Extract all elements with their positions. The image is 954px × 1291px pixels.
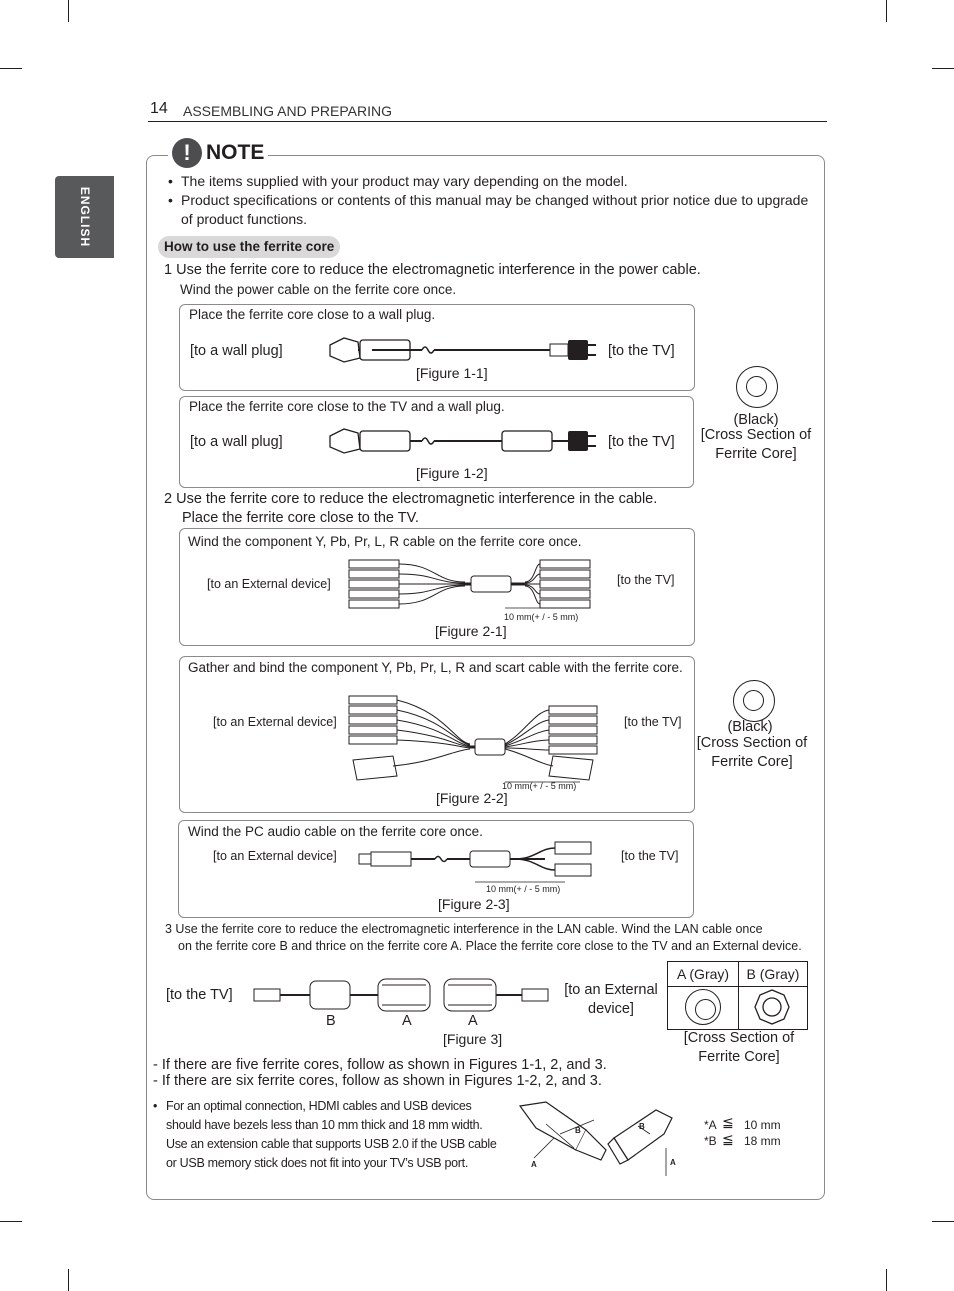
note-heading	[168, 133, 268, 173]
crop-mark	[0, 1221, 22, 1222]
cross1-line2: Ferrite Core]	[715, 446, 797, 462]
note-bullet-dot: •	[168, 192, 173, 208]
summary-line-1: - If there are five ferrite cores, follow as shown in Figures 1-1, 2, and 3.	[153, 1057, 607, 1073]
cross1-color: (Black)	[733, 412, 779, 428]
note-bullet-1: The items supplied with your product may vary depending on the model.	[181, 173, 628, 189]
table-header-a: A (Gray)	[676, 966, 730, 982]
note-bullet-2-cont: of product functions.	[181, 211, 308, 227]
fig2-3-label: [Figure 2-3]	[438, 896, 510, 912]
cross2-line2: Ferrite Core]	[711, 754, 793, 770]
step3-line2: on the ferrite core B and thrice on the ferrite core A. Place the ferrite core close to the TV and an External device.	[178, 939, 802, 953]
hdmi-line-2: should have bezels less than 10 mm thick and 18 mm width.	[166, 1118, 483, 1132]
spec-a-symbol: ≦	[722, 1114, 734, 1130]
hdmi-line-1: For an optimal connection, HDMI cables and USB devices	[166, 1099, 472, 1113]
fig2-1-dimension: 10 mm(+ / - 5 mm)	[504, 612, 579, 622]
summary-line-2: - If there are six ferrite cores, follow as shown in Figures 1-2, 2, and 3.	[153, 1073, 602, 1089]
fig2-2-caption: Gather and bind the component Y, Pb, Pr, L, R and scart cable with the ferrite core.	[188, 660, 683, 675]
fig1-1-caption: Place the ferrite core close to a wall plug.	[189, 307, 436, 322]
spec-a-value: 10 mm	[744, 1118, 781, 1132]
cross2-line1: [Cross Section of	[696, 735, 808, 751]
cross3-line2: Ferrite Core]	[698, 1049, 780, 1065]
page-number: 14	[150, 100, 168, 117]
crop-mark	[932, 1221, 954, 1222]
fig1-2-label: [Figure 1-2]	[416, 465, 488, 481]
fig1-1-right: [to the TV]	[608, 343, 675, 359]
ferrite-cross-section-icon	[736, 366, 778, 408]
step2-text: 2 Use the ferrite core to reduce the electromagnetic interference in the cable.	[164, 491, 658, 507]
fig2-1-left: [to an External device]	[207, 577, 331, 591]
hdmi-usb-connector-illustration	[516, 1098, 691, 1178]
hdmi-line-4: or USB memory stick does not fit into your TV’s USB port.	[166, 1156, 468, 1170]
fig3-right-1: [to an External	[564, 982, 658, 998]
exclamation-icon: !	[172, 138, 202, 168]
lan-cable-illustration	[248, 975, 558, 1015]
fig2-2-left: [to an External device]	[213, 715, 337, 729]
note-title: NOTE	[206, 141, 265, 164]
fig2-1-label: [Figure 2-1]	[435, 623, 507, 639]
section-title: ASSEMBLING AND PREPARING	[183, 103, 393, 119]
fig2-3-dimension: 10 mm(+ / - 5 mm)	[486, 884, 561, 894]
fig2-3-caption: Wind the PC audio cable on the ferrite core once.	[188, 824, 483, 839]
step2-sub: Place the ferrite core close to the TV.	[182, 510, 419, 526]
note-bullet-2: Product specifications or contents of this manual may be changed without prior notice due to upgrade	[181, 192, 809, 208]
crop-mark	[886, 0, 887, 22]
crop-mark	[932, 68, 954, 69]
spec-a-key: *A	[704, 1118, 717, 1132]
ferrite-section-title: How to use the ferrite core	[158, 236, 340, 258]
cross2-color: (Black)	[727, 719, 773, 735]
header-rule	[148, 121, 827, 122]
power-cable-illustration	[322, 330, 602, 370]
fig2-2-label: [Figure 2-2]	[436, 790, 508, 806]
table-rule	[738, 962, 739, 1029]
fig1-1-label: [Figure 1-1]	[416, 365, 488, 381]
fig2-3-left: [to an External device]	[213, 849, 337, 863]
crop-mark	[886, 1269, 887, 1291]
pc-audio-cable-illustration	[355, 838, 605, 888]
hdmi-label-a: A	[531, 1160, 537, 1169]
spec-b-key: *B	[704, 1134, 717, 1148]
fig2-2-right: [to the TV]	[624, 715, 682, 729]
fig3-right-2: device]	[588, 1001, 634, 1017]
step1-text: 1 Use the ferrite core to reduce the electromagnetic interference in the power cable.	[164, 262, 701, 278]
hdmi-bullet-dot: •	[153, 1099, 158, 1113]
fig3-label-b: B	[326, 1013, 336, 1029]
power-cable-two-cores-illustration	[322, 421, 602, 461]
fig1-2-right: [to the TV]	[608, 434, 675, 450]
crop-mark	[68, 1269, 69, 1291]
fig2-2-dimension: 10 mm(+ / - 5 mm)	[502, 781, 577, 791]
language-tab	[55, 176, 114, 258]
fig2-1-right: [to the TV]	[617, 573, 675, 587]
fig3-label-a2: A	[468, 1013, 478, 1029]
fig3-label-a1: A	[402, 1013, 412, 1029]
ferrite-a-cross-section-icon	[685, 989, 721, 1025]
table-header-b: B (Gray)	[746, 966, 800, 982]
ferrite-gray-table	[667, 961, 808, 1030]
usb-label-b: B	[639, 1122, 645, 1131]
crop-mark	[0, 68, 22, 69]
language-tab-label: ENGLISH	[77, 186, 92, 248]
fig1-2-left: [to a wall plug]	[190, 434, 283, 450]
component-scart-cable-illustration	[345, 692, 605, 787]
cross1-line1: [Cross Section of	[700, 427, 812, 443]
fig3-left: [to the TV]	[166, 987, 233, 1003]
hdmi-label-b: B	[575, 1126, 581, 1135]
component-cable-illustration	[345, 556, 605, 616]
spec-b-value: 18 mm	[744, 1134, 781, 1148]
fig2-3-right: [to the TV]	[621, 849, 679, 863]
fig1-1-left: [to a wall plug]	[190, 343, 283, 359]
fig2-1-caption: Wind the component Y, Pb, Pr, L, R cable on the ferrite core once.	[188, 534, 582, 549]
spec-b-symbol: ≦	[722, 1131, 734, 1147]
fig3-label: [Figure 3]	[443, 1031, 503, 1047]
hdmi-line-3: Use an extension cable that supports USB 2.0 if the USB cable	[166, 1137, 497, 1151]
note-bullet-dot: •	[168, 173, 173, 189]
fig1-2-caption: Place the ferrite core close to the TV and a wall plug.	[189, 399, 505, 414]
step3-line1: 3 Use the ferrite core to reduce the electromagnetic interference in the LAN cable. Wind the LAN cable once	[165, 922, 763, 936]
usb-label-a: A	[670, 1158, 676, 1167]
cross3-line1: [Cross Section of	[683, 1030, 795, 1046]
ferrite-cross-section-icon	[733, 680, 775, 722]
step1-sub: Wind the power cable on the ferrite core once.	[180, 282, 457, 297]
ferrite-b-cross-section-icon	[754, 989, 790, 1025]
crop-mark	[68, 0, 69, 22]
